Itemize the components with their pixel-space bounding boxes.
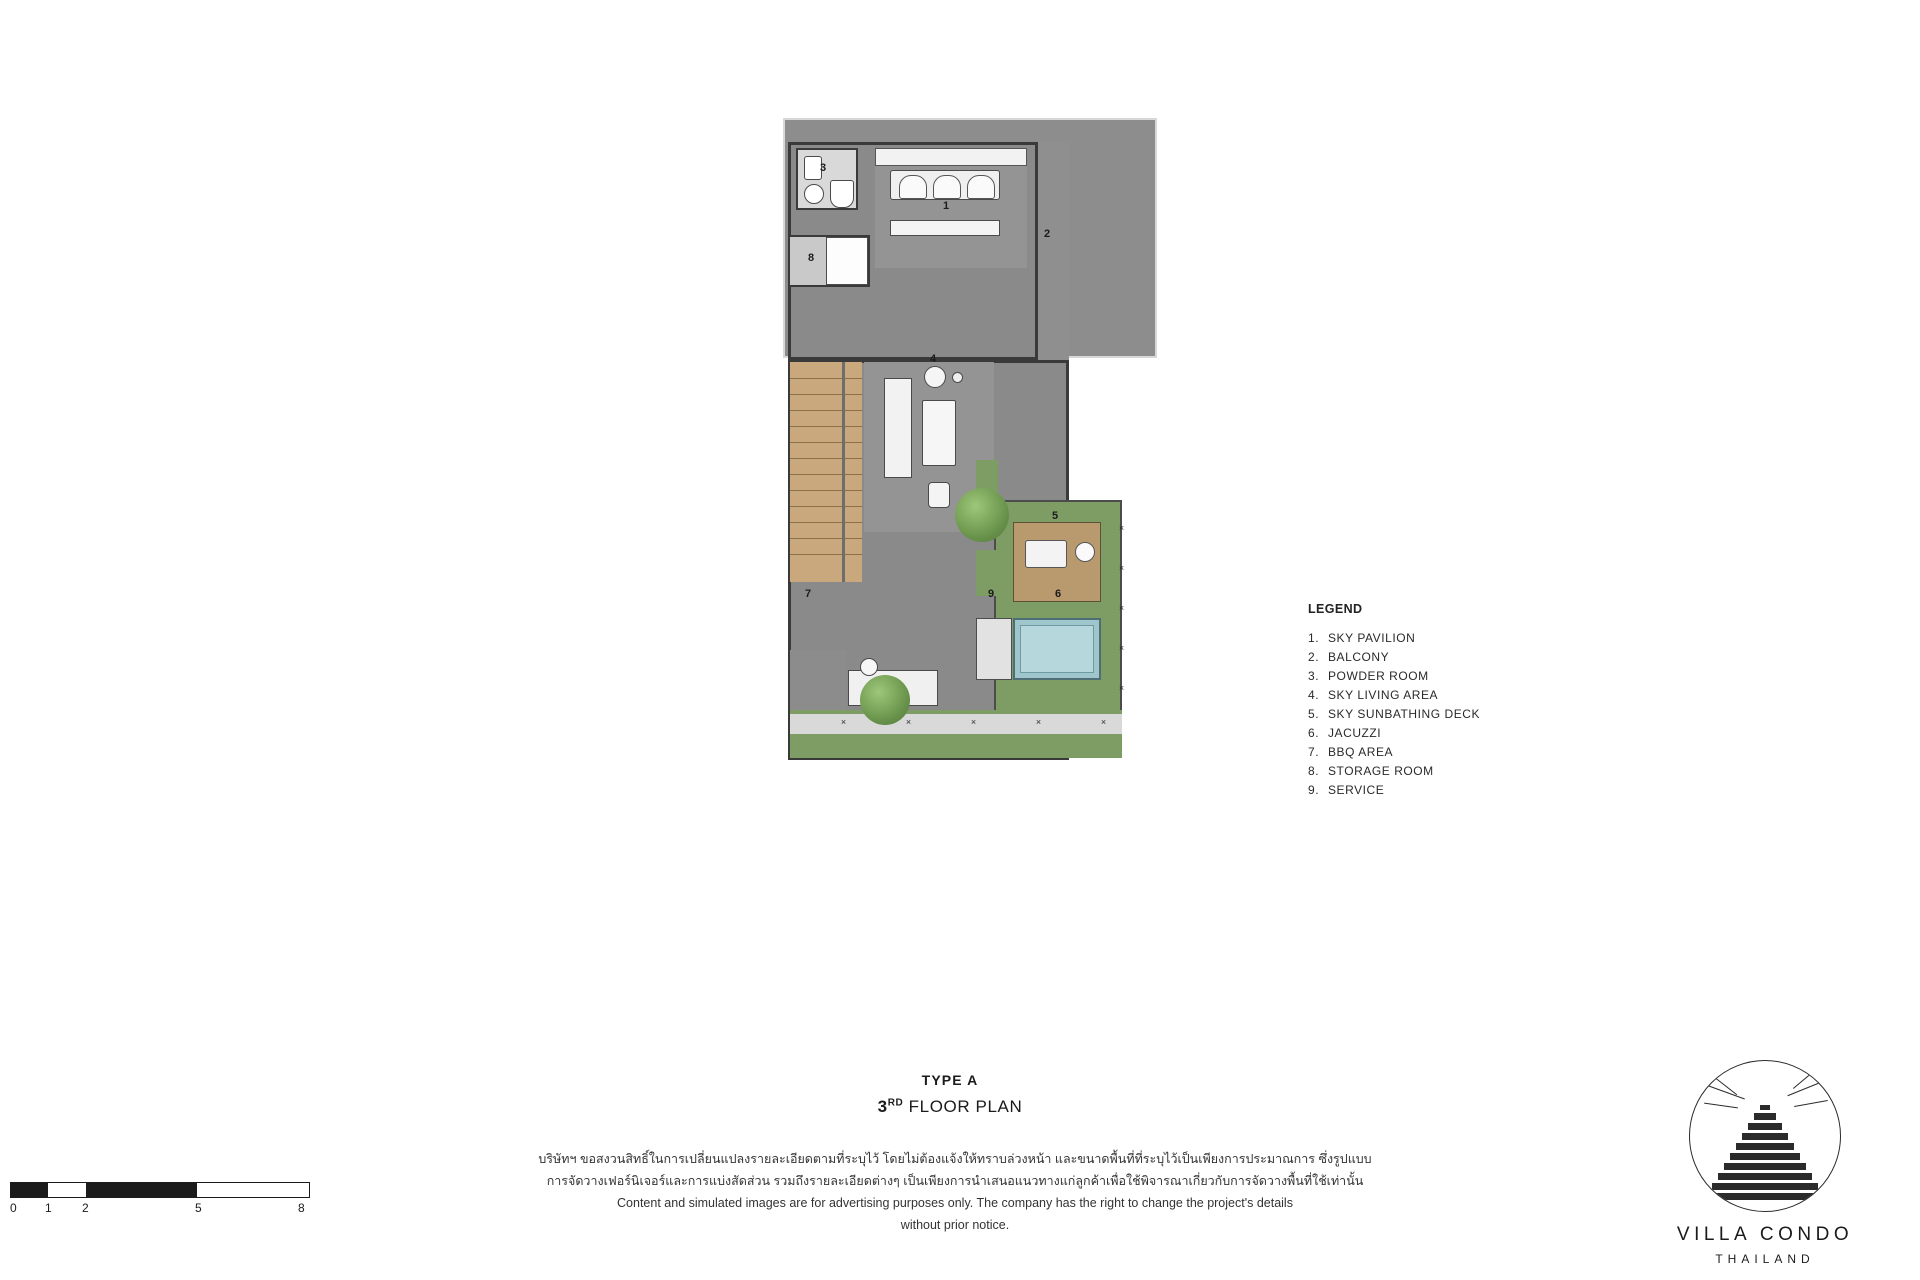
tree-icon [955, 488, 1009, 542]
scale-bar-group [10, 1182, 310, 1219]
staircase [790, 362, 862, 582]
stair-railing [842, 362, 845, 582]
bbq-stool [860, 658, 878, 676]
legend-item-storage-room [1308, 762, 1568, 781]
legend-item-sky-sunbathing-deck [1308, 705, 1568, 724]
legend-item-sky-living-area [1308, 686, 1568, 705]
disclaimer [450, 1148, 1460, 1236]
pavilion-counter [875, 148, 1027, 166]
paving-marker: × [1118, 643, 1125, 653]
living-side-stool [952, 372, 963, 383]
living-chair [928, 482, 950, 508]
legend-item-jacuzzi [1308, 724, 1568, 743]
legend-label: SERVICE [1328, 783, 1385, 797]
scale-tick-0: 0 [10, 1201, 17, 1215]
tree-icon [860, 675, 910, 725]
deck-lounger [1025, 540, 1067, 568]
living-table [922, 400, 956, 466]
scale-labels [10, 1201, 310, 1219]
living-sofa [884, 378, 912, 478]
legend-index: 6. [1308, 726, 1320, 740]
paving-marker: × [970, 717, 977, 727]
legend-item-service [1308, 781, 1568, 800]
legend [1308, 602, 1568, 800]
logo-subtitle: THAILAND [1715, 1252, 1815, 1266]
jacuzzi-water [1020, 625, 1094, 673]
legend-item-sky-pavilion [1308, 629, 1568, 648]
legend-index: 1. [1308, 631, 1320, 645]
legend-index: 2. [1308, 650, 1320, 664]
scale-tick-5: 5 [195, 1201, 202, 1215]
paving-marker: × [1118, 563, 1125, 573]
legend-label: BALCONY [1328, 650, 1390, 664]
legend-label: JACUZZI [1328, 726, 1382, 740]
pavilion-sofa [890, 170, 1000, 200]
floor-number: 3 [877, 1097, 888, 1116]
sky-pavilion-area [875, 148, 1027, 268]
disclaimer-th-line-2: การจัดวางเฟอร์นิเจอร์และการแบ่งสัดส่วน รวมถึงรายละเอียดต่างๆ เป็นเพียงการนำเสนอแนวทางแก่ลูกค้าเพื่อใช้พิจารณาเกี่ยวกับการจัดวางพื้นที่ใช้เท่านั้น [546, 1174, 1364, 1188]
room-number-4: 4 [930, 353, 937, 365]
floor-ordinal-suffix: RD [887, 1097, 904, 1109]
unit-type-label: TYPE A [921, 1072, 979, 1088]
room-number-7: 7 [805, 588, 812, 600]
living-round-table [924, 366, 946, 388]
floor-plan-title [440, 1097, 1460, 1117]
disclaimer-en-line-1: Content and simulated images are for advertising purposes only. The company has the right to change the project's details [617, 1196, 1293, 1210]
floor-plan-drawing [780, 110, 1160, 800]
legend-label: SKY LIVING AREA [1328, 688, 1439, 702]
powder-room-area [796, 148, 858, 210]
legend-item-balcony [1308, 648, 1568, 667]
paving-marker: × [1035, 717, 1042, 727]
deck-side-table [1075, 542, 1095, 562]
legend-index: 5. [1308, 707, 1320, 721]
paving-marker: × [1118, 523, 1125, 533]
paving-marker: × [1118, 683, 1125, 693]
paving-marker: × [905, 717, 912, 727]
scale-tick-2: 2 [82, 1201, 89, 1215]
paving-marker: × [840, 717, 847, 727]
title-block [440, 1072, 1460, 1117]
scale-tick-1: 1 [45, 1201, 52, 1215]
scale-tick-8: 8 [298, 1201, 305, 1215]
legend-item-powder-room [1308, 667, 1568, 686]
logo-circle-icon [1689, 1060, 1841, 1212]
room-number-6: 6 [1055, 588, 1062, 600]
service-area [976, 618, 1012, 680]
legend-index: 3. [1308, 669, 1320, 683]
room-number-2: 2 [1044, 228, 1051, 240]
floor-plan-text: FLOOR PLAN [908, 1097, 1023, 1116]
legend-index: 8. [1308, 764, 1320, 778]
room-number-8: 8 [808, 252, 815, 264]
legend-label: SKY PAVILION [1328, 631, 1416, 645]
scale-bar [10, 1182, 310, 1198]
brand-logo [1660, 1060, 1870, 1266]
room-number-5: 5 [1052, 510, 1059, 522]
legend-index: 9. [1308, 783, 1320, 797]
legend-index: 4. [1308, 688, 1320, 702]
legend-title: LEGEND [1308, 602, 1363, 616]
logo-name: VILLA CONDO [1676, 1224, 1854, 1245]
disclaimer-en-line-2: without prior notice. [900, 1218, 1010, 1232]
room-number-9: 9 [988, 588, 995, 600]
legend-item-bbq-area [1308, 743, 1568, 762]
room-number-3: 3 [820, 162, 827, 174]
balcony-area [1035, 142, 1069, 360]
room-number-1: 1 [943, 200, 950, 212]
legend-label: BBQ AREA [1328, 745, 1394, 759]
paving-marker: × [1100, 717, 1107, 727]
legend-label: POWDER ROOM [1328, 669, 1429, 683]
storage-room-inner [826, 237, 868, 285]
legend-label: STORAGE ROOM [1328, 764, 1434, 778]
pavilion-table [890, 220, 1000, 236]
disclaimer-th-line-1: บริษัทฯ ขอสงวนสิทธิ์ในการเปลี่ยนแปลงรายละเอียดตามที่ระบุไว้ โดยไม่ต้องแจ้งให้ทราบล่วงหน้า และขนาดพื้นที่ที่ระบุไว้เป็นเพียงการประมาณการ ซึ่งรูปแบบ [538, 1152, 1372, 1166]
legend-index: 7. [1308, 745, 1320, 759]
paving-marker: × [1118, 603, 1125, 613]
legend-label: SKY SUNBATHING DECK [1328, 707, 1481, 721]
